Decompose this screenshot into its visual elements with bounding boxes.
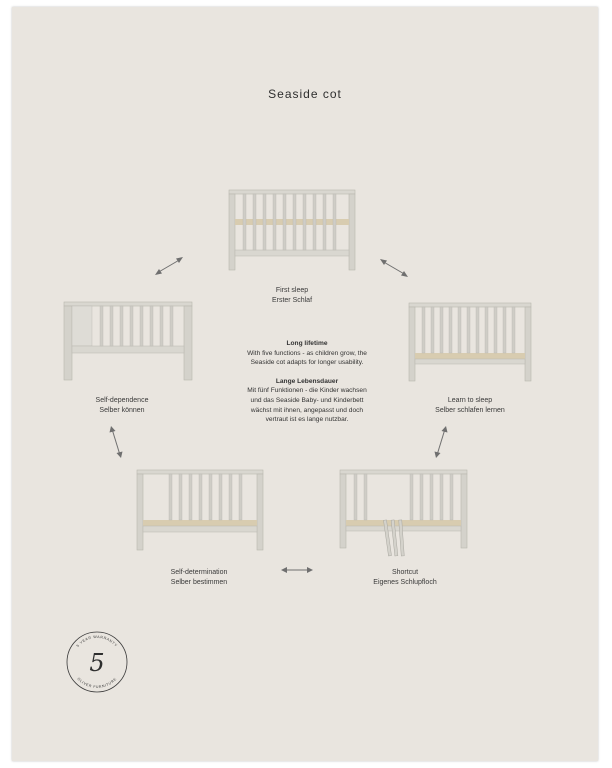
stage-caption-first-sleep [212,286,372,306]
badge-ring-bottom: OLIVER FURNITURE [76,676,118,690]
cot-shortcut [340,470,467,560]
svg-text:5 YEAR WARRANTY [76,635,118,648]
stage-label-en: Self-dependence [95,397,149,404]
double-arrow-icon [106,425,126,459]
stage-label-en: Shortcut [391,569,419,576]
stage-caption-learn-to-sleep [390,396,550,416]
stage-label-en: Self-determination [170,569,228,576]
stage-label-de: Selber bestimmen [170,579,228,586]
description-line: vertraut ist es lange nutzbar. [265,416,349,424]
badge-number: 5 [89,649,105,677]
stage-label-en: First sleep [275,287,309,294]
svg-text:OLIVER FURNITURE [76,677,117,689]
warranty-badge [65,630,129,694]
stage-caption-self-determination [119,568,279,588]
description-line: und das Seaside Baby- und Kinderbett [250,396,364,404]
stage-label-de: Selber schlafen lernen [435,407,505,414]
description-block [225,339,389,425]
description-line: Mit fünf Funktionen - die Kinder wachsen [247,387,367,395]
brochure-page [12,7,598,761]
badge-ring-top: 5 YEAR WARRANTY [75,634,119,648]
description-line: Seaside cot adapts for longer usability. [250,359,364,367]
description-line: wächst mit ihnen, angepasst und doch [250,406,364,414]
stage-label-en: Learn to sleep [447,397,493,404]
description-heading-en: Long lifetime [286,340,328,347]
description-line: With five functions - as children grow, the [247,349,367,357]
double-arrow-icon [378,257,410,279]
double-arrow-icon [431,425,451,459]
stage-label-de: Selber können [99,407,145,414]
description-heading-de: Lange Lebensdauer [275,377,339,385]
stage-caption-self-dependence [42,396,202,416]
cot-self-determination [137,470,263,552]
double-arrow-icon [280,564,314,576]
double-arrow-icon [153,255,185,277]
cot-learn-to-sleep [409,303,531,383]
cot-first-sleep [229,190,355,272]
page-title: Seaside cot [268,87,342,101]
cot-self-dependence [64,302,192,382]
stage-caption-shortcut [325,568,485,588]
stage-label-de: Eigenes Schlupfloch [373,579,437,586]
stage-label-de: Erster Schlaf [271,297,313,304]
